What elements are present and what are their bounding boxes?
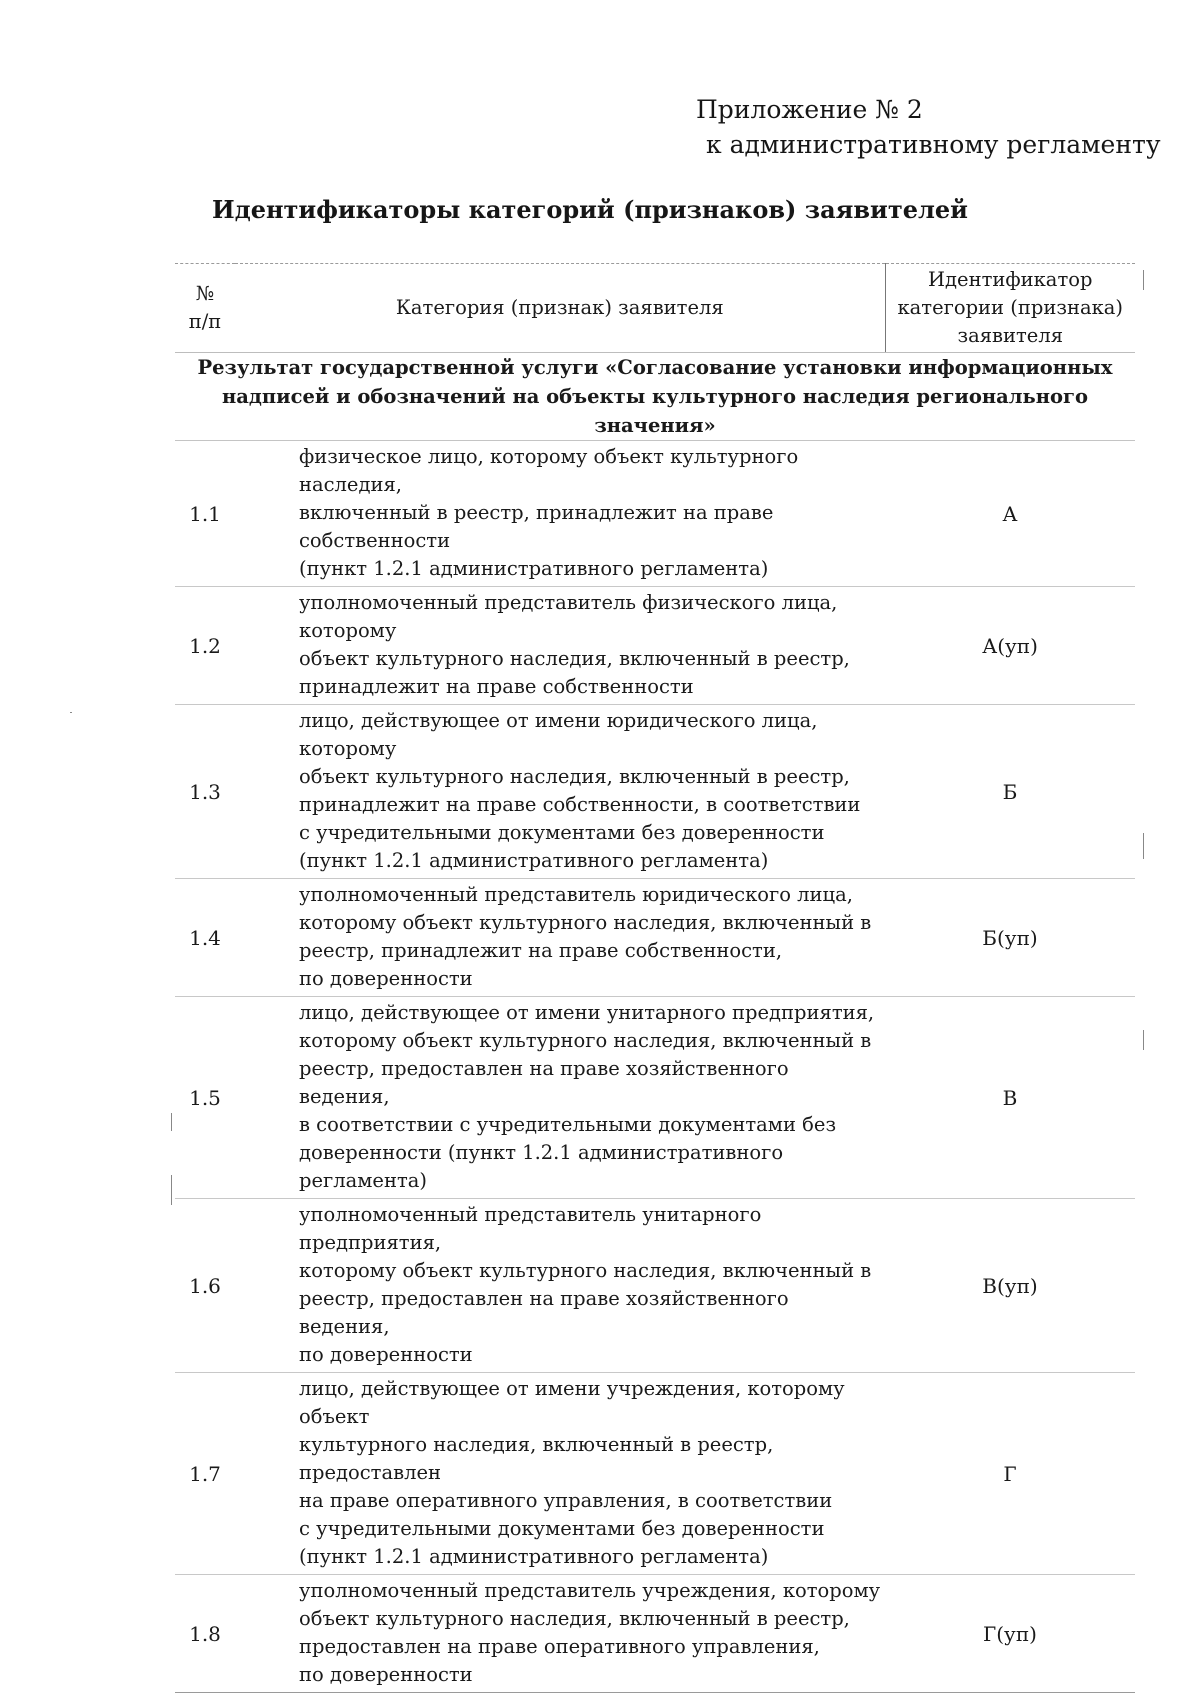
category-line: в соответствии с учредительными документами без	[299, 1113, 837, 1136]
scan-artifact	[171, 1175, 172, 1205]
row-number: 1.3	[175, 705, 235, 879]
header-identifier: Идентификатор категории (признака) заявителя	[885, 264, 1135, 353]
row-identifier-code: А	[885, 441, 1135, 587]
category-line: по доверенности	[299, 1343, 473, 1366]
row-number: 1.2	[175, 587, 235, 705]
row-category	[235, 441, 885, 587]
category-line: которому объект культурного наследия, включенный в	[299, 911, 872, 934]
header-number: № п/п	[175, 264, 235, 353]
category-line: (пункт 1.2.1 административного регламента)	[299, 1545, 769, 1568]
document-title: Идентификаторы категорий (признаков) заявителей	[212, 195, 968, 224]
table-row	[175, 879, 1135, 997]
category-line: уполномоченный представитель унитарного предприятия,	[299, 1203, 762, 1254]
row-number: 1.8	[175, 1575, 235, 1693]
row-category	[235, 587, 885, 705]
row-number: 1.4	[175, 879, 235, 997]
scan-artifact	[1143, 1030, 1144, 1050]
category-line: реестр, предоставлен на праве хозяйственного ведения,	[299, 1057, 789, 1108]
category-line: по доверенности	[299, 1663, 473, 1686]
category-line: с учредительными документами без доверенности	[299, 821, 825, 844]
applicant-categories-table	[175, 263, 1135, 1693]
table-header-row	[175, 264, 1135, 353]
table-row	[175, 1373, 1135, 1575]
category-line: предоставлен на праве оперативного управления,	[299, 1635, 820, 1658]
row-category	[235, 997, 885, 1199]
row-identifier-code: Б	[885, 705, 1135, 879]
category-line: которому объект культурного наследия, включенный в	[299, 1029, 872, 1052]
category-line: принадлежит на праве собственности	[299, 675, 694, 698]
category-line: реестр, предоставлен на праве хозяйственного ведения,	[299, 1287, 789, 1338]
row-identifier-code: Г	[885, 1373, 1135, 1575]
category-line: уполномоченный представитель физического лица, которому	[299, 591, 838, 642]
category-line: физическое лицо, которому объект культурного наследия,	[299, 445, 799, 496]
category-line: объект культурного наследия, включенный в реестр,	[299, 647, 850, 670]
category-line: (пункт 1.2.1 административного регламента)	[299, 557, 769, 580]
row-category	[235, 879, 885, 997]
table-row	[175, 441, 1135, 587]
header-category: Категория (признак) заявителя	[235, 264, 885, 353]
category-line: уполномоченный представитель юридического лица,	[299, 883, 853, 906]
row-number: 1.6	[175, 1199, 235, 1373]
row-category	[235, 1575, 885, 1693]
scan-artifact	[1143, 833, 1144, 859]
section-title-row	[175, 353, 1135, 441]
row-category	[235, 1199, 885, 1373]
appendix-reference	[696, 92, 1176, 162]
category-line: на праве оперативного управления, в соответствии	[299, 1489, 833, 1512]
row-identifier-code: А(уп)	[885, 587, 1135, 705]
category-line: лицо, действующее от имени учреждения, которому объект	[299, 1377, 845, 1428]
row-number: 1.5	[175, 997, 235, 1199]
row-identifier-code: В	[885, 997, 1135, 1199]
row-number: 1.1	[175, 441, 235, 587]
row-identifier-code: Б(уп)	[885, 879, 1135, 997]
category-line: лицо, действующее от имени юридического лица, которому	[299, 709, 818, 760]
category-line: включенный в реестр, принадлежит на праве собственности	[299, 501, 774, 552]
category-line: лицо, действующее от имени унитарного предприятия,	[299, 1001, 875, 1024]
scan-artifact	[171, 1113, 172, 1131]
category-line: (пункт 1.2.1 административного регламента)	[299, 849, 769, 872]
category-line: уполномоченный представитель учреждения, которому	[299, 1579, 881, 1602]
table-row	[175, 1575, 1135, 1693]
scan-artifact	[1143, 270, 1144, 290]
category-line: объект культурного наследия, включенный в реестр,	[299, 1607, 850, 1630]
table-row	[175, 1199, 1135, 1373]
table-row	[175, 587, 1135, 705]
category-line: доверенности (пункт 1.2.1 административного регламента)	[299, 1141, 784, 1192]
row-identifier-code: Г(уп)	[885, 1575, 1135, 1693]
category-line: культурного наследия, включенный в реестр, предоставлен	[299, 1433, 774, 1484]
table-row	[175, 705, 1135, 879]
category-line: которому объект культурного наследия, включенный в	[299, 1259, 872, 1282]
scan-artifact	[70, 712, 72, 713]
category-line: по доверенности	[299, 967, 473, 990]
appendix-line-2: к административному регламенту	[706, 130, 1161, 159]
table-row	[175, 997, 1135, 1199]
row-category	[235, 1373, 885, 1575]
category-line: объект культурного наследия, включенный в реестр,	[299, 765, 850, 788]
row-identifier-code: В(уп)	[885, 1199, 1135, 1373]
category-line: принадлежит на праве собственности, в соответствии	[299, 793, 861, 816]
category-line: реестр, принадлежит на праве собственности,	[299, 939, 783, 962]
row-category	[235, 705, 885, 879]
category-line: с учредительными документами без доверенности	[299, 1517, 825, 1540]
appendix-line-1: Приложение № 2	[696, 95, 923, 124]
section-title: Результат государственной услуги «Согласование установки информационных надписей и обозначений на объекты культурного наследия регионального значения»	[175, 353, 1135, 441]
row-number: 1.7	[175, 1373, 235, 1575]
